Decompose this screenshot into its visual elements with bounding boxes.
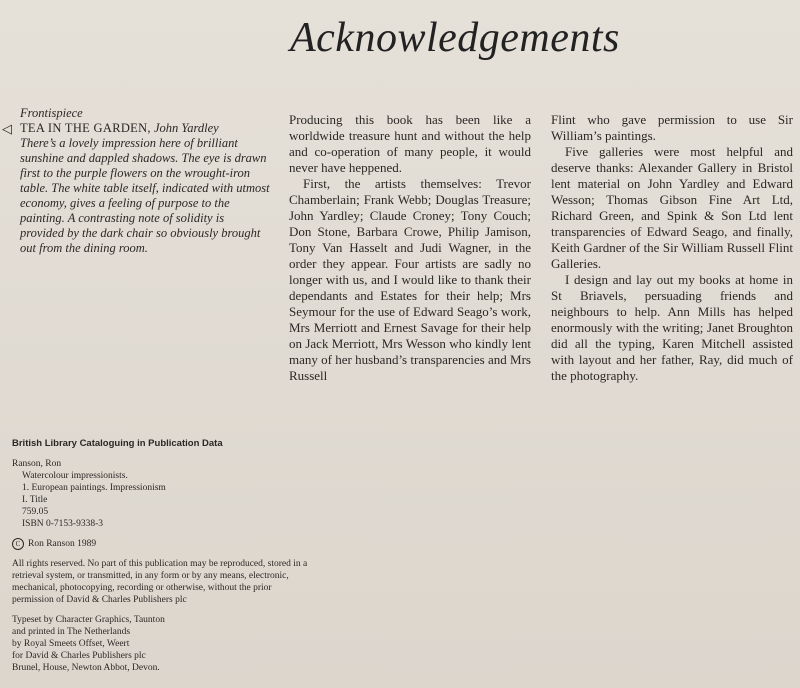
imprint-line: and printed in The Netherlands — [12, 627, 131, 638]
painting-title: TEA IN THE GARDEN, — [20, 121, 151, 135]
imprint — [12, 614, 312, 674]
copyright-line — [12, 538, 312, 550]
cip-line: 759.05 — [22, 507, 49, 517]
paragraph: Five galleries were most helpful and deserve thanks: Alexander Gallery in Bristol lent material on John Yardley and Edward Wesson; Thomas Gibson Fine Art Ltd, Richard Green, and Spink & Son Ltd lent transparencies of Edward Seago, and finally, Keith Gardner of the Sir William Russell Flint Galleries. — [551, 144, 793, 271]
imprint-line: Brunel, House, Newton Abbot, Devon. — [12, 663, 160, 674]
imprint-line: by Royal Smeets Offset, Weert — [12, 639, 130, 650]
cip-line: I. Title — [22, 495, 48, 505]
caption-label: Frontispiece — [20, 106, 83, 120]
imprint-line: for David & Charles Publishers plc — [12, 651, 146, 662]
imprint-line: Typeset by Character Graphics, Taunton — [12, 615, 165, 626]
cip-author: Ranson, Ron — [12, 459, 62, 469]
text-column-2 — [551, 112, 793, 384]
caption-heading — [20, 121, 270, 136]
page-title: Acknowledgements — [290, 15, 620, 61]
cip-heading: British Library Cataloguing in Publication Data — [12, 438, 223, 449]
paragraph: Flint who gave permission to use Sir William’s paintings. — [551, 112, 793, 143]
rights-statement: All rights reserved. No part of this publication may be reproduced, stored in a retrieval system, or transmitted, in any form or by any means, electronic, mechanical, photocopying, recording or otherwise, without the prior permission of David & Charles Publishers plc — [12, 559, 308, 606]
painting-artist: John Yardley — [153, 121, 219, 135]
text-column-1 — [289, 112, 531, 384]
paragraph: Producing this book has been like a worldwide treasure hunt and without the help and co-operation of many people, it would never have heppened. — [289, 112, 531, 175]
paragraph: First, the artists themselves: Trevor Chamberlain; Frank Webb; Douglas Treasure; John Yardley; Claude Croney; Tony Couch; Don Stone, Barbara Crowe, Philip Jamison, Tony Van Hasselt and Judi Wagner, in the order they appear. Four artists are sadly no longer with us, and I would like to thank their dependants and Estates for their help; Mrs Seymour for the use of Edward Seago’s work, Mrs Merriott and Ernest Savage for their help on Jack Merriott, Mrs Wesson who kindly lent many of her husband’s transparencies and Mrs Russell — [289, 176, 531, 383]
cip-line: ISBN 0-7153-9338-3 — [22, 519, 104, 529]
paragraph: I design and lay out my books at home in St Briavels, persuading friends and neighbours to help. Ann Mills has helped enormously with the writing; Janet Broughton did all the typing, Karen Mitchell assisted with layout and her father, Ray, did much of the photography. — [551, 272, 793, 383]
copyright-icon: C — [12, 538, 24, 550]
copyright-text: Ron Ranson 1989 — [28, 539, 97, 550]
frontispiece-caption — [2, 106, 270, 256]
cataloguing-data — [12, 438, 312, 674]
pointer-left-icon: ◁ — [2, 122, 12, 137]
cip-line: Watercolour impressionists. — [22, 471, 128, 481]
caption-description: There’s a lovely impression here of brilliant sunshine and dappled shadows. The eye is drawn first to the purple flowers on the wrought-iron table. The white table itself, indicated with utmost economy, gives a feeling of purpose to the painting. A contrasting note of solidity is provided by the dark chair so obviously brought out from the dining room. — [20, 136, 270, 255]
cip-line: 1. European paintings. Impressionism — [22, 483, 166, 493]
